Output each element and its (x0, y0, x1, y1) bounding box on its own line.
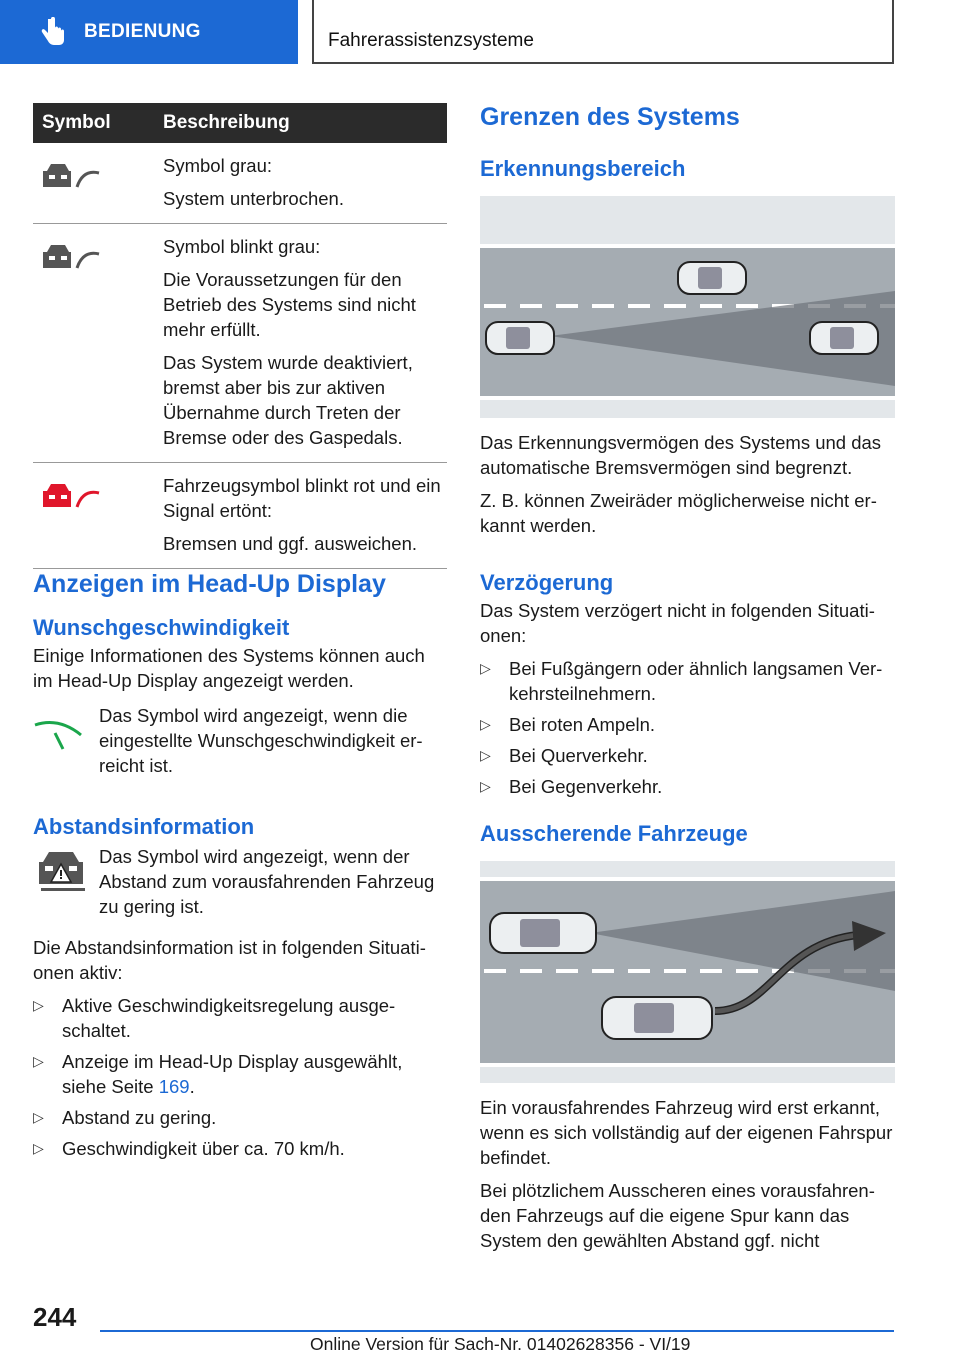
bullet-text: Anzeige im Head-Up Display ausgewählt, siehe Seite (62, 1051, 403, 1097)
chapter-header (312, 0, 894, 64)
abstand-intro: Die Abstandsinformation ist in folgenden Situationen aktiv: (33, 937, 426, 983)
page-link-169[interactable]: 169 (158, 1076, 190, 1097)
wunsch-heading: Wunschgeschwindigkeit (33, 615, 290, 640)
hud-speed-arc-icon (33, 703, 99, 763)
row-line: Fahrzeugsymbol blinkt rot und ein Signal ertönt: (163, 475, 441, 521)
row-line: Symbol blinkt grau: (163, 236, 321, 257)
aus-heading: Ausscherende Fahrzeuge (480, 821, 748, 846)
car-shape (810, 322, 878, 354)
limits-section (480, 103, 895, 1253)
row-line: Symbol grau: (163, 155, 272, 176)
bullet-text: . (189, 1076, 195, 1097)
table-header-row (33, 103, 447, 143)
detection-range-illustration (480, 196, 895, 418)
aus-text-1: Ein vorausfahrendes Fahrzeug wird erst erkannt, wenn es sich vollständig auf der eigenen Fahrspur befindet. (480, 1097, 893, 1168)
erkennung-text-2: Z. B. können Zweiräder möglicherweise nicht erkannt werden. (480, 490, 877, 536)
symbol-table (33, 103, 447, 569)
section-tab-label: BEDIENUNG (84, 21, 201, 42)
row-line: System unterbrochen. (163, 188, 344, 209)
table-header-symbol: Symbol (33, 103, 163, 143)
table-row (33, 143, 447, 224)
chapter-title: Fahrerassistenzsysteme (328, 30, 534, 51)
car-distance-grey-blink-icon (41, 242, 101, 276)
car-shape (490, 913, 596, 953)
table-cell-icon (33, 143, 163, 224)
symbol-table-section (33, 103, 447, 569)
car-shape (486, 322, 554, 354)
wunsch-intro: Einige Informationen des Systems können auch im Head-Up Display angezeigt werden. (33, 645, 425, 691)
list-item (33, 1049, 447, 1099)
table-cell-description (163, 463, 447, 569)
footer-text: Online Version für Sach-Nr. 01402628356 - VI/19 (310, 1334, 691, 1354)
abstand-heading: Abstandsinformation (33, 814, 255, 839)
page-number: 244 (33, 1302, 77, 1332)
table-cell-icon (33, 224, 163, 463)
table-header-description: Beschreibung (163, 103, 447, 143)
row-line: Die Voraussetzungen für den Betrieb des Systems sind nicht mehr erfüllt. (163, 269, 416, 340)
list-item: ▷ Bei roten Ampeln. (480, 712, 895, 737)
car-shape (602, 997, 712, 1039)
table-row (33, 224, 447, 463)
hud-section (33, 570, 447, 1167)
hud-title: Anzeigen im Head-Up Display (33, 570, 386, 598)
table-row (33, 463, 447, 569)
row-line: Das System wurde deaktiviert, bremst aber bis zur aktiven Übernahme durch Treten der Bremse oder des Gaspedals. (163, 352, 413, 448)
cut-out-vehicle-illustration (480, 861, 895, 1083)
erkennung-heading: Erkennungsbereich (480, 156, 686, 181)
list-item: ▷ Aktive Geschwindigkeitsregelung ausgeschaltet. (33, 993, 447, 1043)
list-item: ▷ Abstand zu gering. (33, 1105, 447, 1130)
section-tab (0, 0, 298, 64)
wunsch-icon-text: Das Symbol wird angezeigt, wenn die eingestellte Wunschgeschwindigkeit erreicht ist. (99, 705, 423, 776)
footer-divider (100, 1330, 894, 1332)
car-distance-grey-icon (41, 161, 101, 195)
table-cell-description (163, 224, 447, 463)
hand-icon (40, 17, 66, 47)
limits-title: Grenzen des Systems (480, 103, 740, 131)
car-shape (678, 262, 746, 294)
car-distance-red-icon (41, 481, 101, 515)
table-cell-icon (33, 463, 163, 569)
list-item: ▷ Bei Querverkehr. (480, 743, 895, 768)
distance-warning-car-icon (33, 844, 99, 904)
abstand-bullet-list (33, 993, 447, 1161)
aus-text-2: Bei plötzlichem Ausscheren eines vorausfahrenden Fahrzeugs auf die eigene Spur kann das System den gewählten Abstand ggf. nicht (480, 1180, 875, 1251)
row-line: Bremsen und ggf. ausweichen. (163, 533, 418, 554)
list-item: ▷ Bei Gegenverkehr. (480, 774, 895, 799)
list-item: ▷ Bei Fußgängern oder ähnlich langsamen Verkehrsteilnehmern. (480, 656, 895, 706)
wunsch-icon-block (33, 703, 447, 778)
table-cell-description (163, 143, 447, 224)
abstand-icon-text: Das Symbol wird angezeigt, wenn der Abstand zum vorausfahrenden Fahrzeug zu gering ist. (99, 846, 435, 917)
verz-bullet-list (480, 656, 895, 799)
verz-heading: Verzögerung (480, 570, 614, 595)
erkennung-text-1: Das Erkennungsvermögen des Systems und das automatische Bremsvermögen sind begrenzt. (480, 432, 882, 478)
list-item: ▷ Geschwindigkeit über ca. 70 km/h. (33, 1136, 447, 1161)
verz-intro: Das System verzögert nicht in folgenden Situationen: (480, 600, 875, 646)
abstand-icon-block (33, 844, 447, 919)
